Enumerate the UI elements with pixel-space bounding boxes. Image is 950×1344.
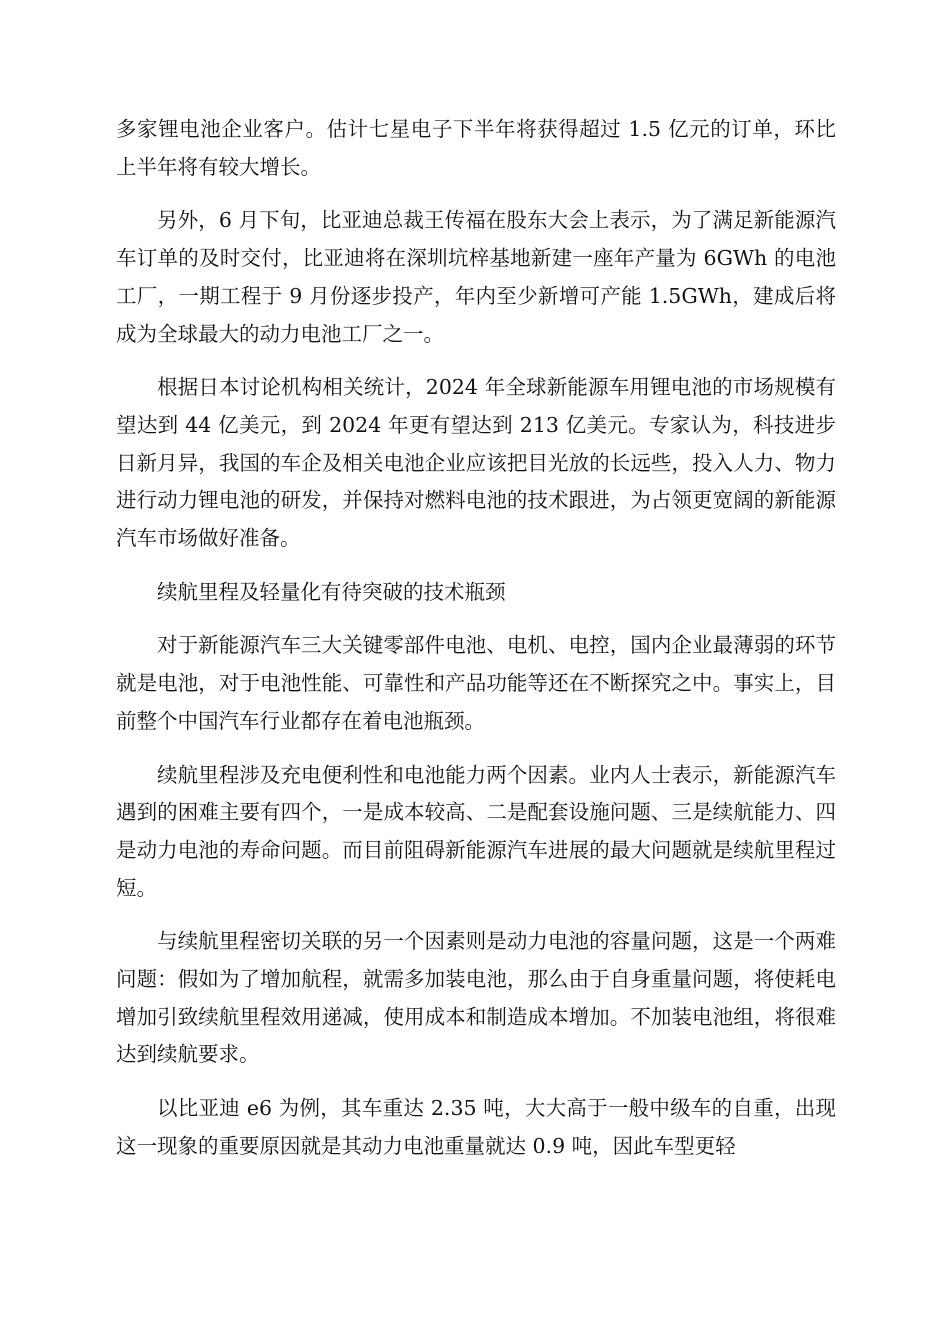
paragraph-byd-e6-example: 以比亚迪 e6 为例，其车重达 2.35 吨，大大高于一般中级车的自重，出现这一现象的重要原因就是其动力电池重量就达 0.9 吨，因此车型更轻 <box>116 1096 836 1158</box>
paragraph-battery-weakness: 对于新能源汽车三大关键零部件电池、电机、电控，国内企业最薄弱的环节就是电池，对于电池性能、可靠性和产品功能等还在不断探究之中。事实上，目前整个中国汽车行业都存在着电池瓶颈。 <box>116 633 836 733</box>
section-heading: 续航里程及轻量化有待突破的技术瓶颈 <box>157 579 506 604</box>
paragraph-range-factors: 续航里程涉及充电便利性和电池能力两个因素。业内人士表示，新能源汽车遇到的困难主要有四个，一是成本较高、二是配套设施问题、三是续航能力、四是动力电池的寿命问题。而目前阻碍新能源汽车进展的最大问题就是续航里程过短。 <box>116 762 836 900</box>
paragraph-market-forecast: 根据日本讨论机构相关统计，2024 年全球新能源车用锂电池的市场规模有望达到 44 亿美元，到 2024 年更有望达到 213 亿美元。专家认为，科技进步日新月异，我国的车企及相关电池企业应该把目光放的长远些，投入人力、物力进行动力锂电池的研发，并保持对燃料电池的技术跟进，为占领更宽阔的新能源汽车市场做好准备。 <box>116 375 836 551</box>
document-body <box>116 111 836 1182</box>
paragraph-continuation: 多家锂电池企业客户。估计七星电子下半年将获得超过 1.5 亿元的订单，环比上半年将有较大增长。 <box>116 117 836 179</box>
paragraph-capacity-dilemma: 与续航里程密切关联的另一个因素则是动力电池的容量问题，这是一个两难问题：假如为了增加航程，就需多加装电池，那么由于自身重量问题，将使耗电增加引致续航里程效用递减，使用成本和制造成本增加。不加装电池组，将很难达到续航要求。 <box>116 929 836 1067</box>
paragraph-byd-factory: 另外，6 月下旬，比亚迪总裁王传福在股东大会上表示，为了满足新能源汽车订单的及时交付，比亚迪将在深圳坑梓基地新建一座年产量为 6GWh 的电池工厂，一期工程于 9 月份逐步投产，年内至少新增可产能 1.5GWh，建成后将成为全球最大的动力电池工厂之一。 <box>116 208 836 346</box>
